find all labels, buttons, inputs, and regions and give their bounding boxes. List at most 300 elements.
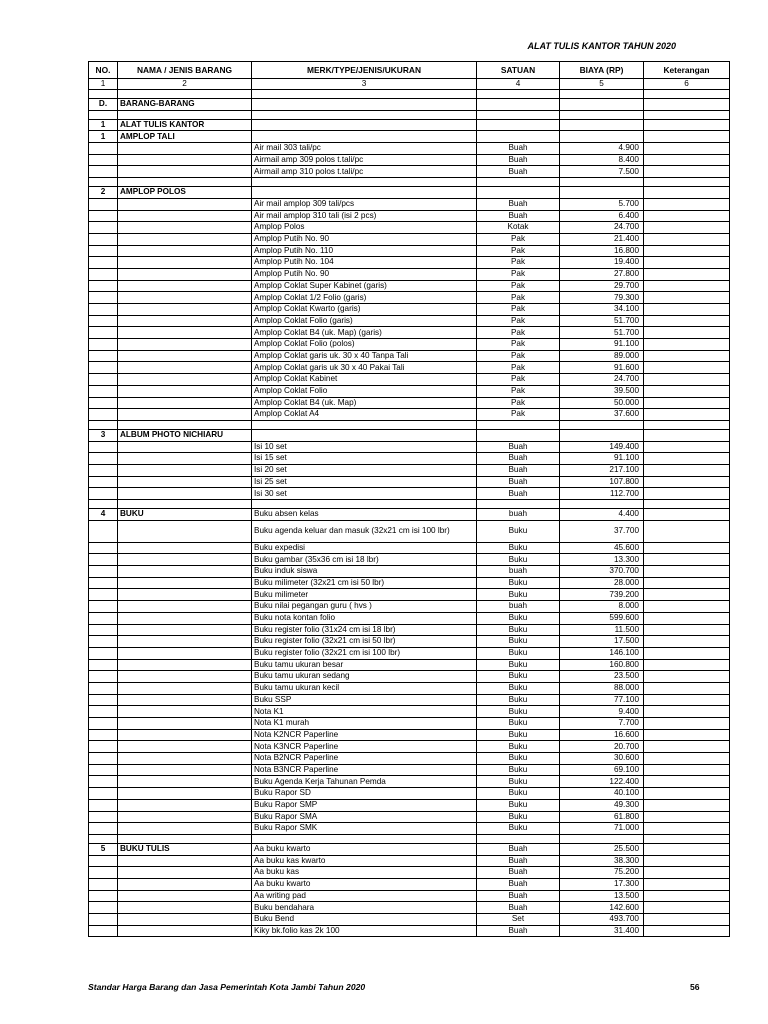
remarks-cell	[644, 577, 730, 589]
table-row	[89, 464, 730, 476]
item-category-cell	[118, 385, 252, 397]
row-number-cell	[89, 589, 118, 601]
item-category-cell	[118, 823, 252, 835]
item-description-cell	[252, 99, 477, 111]
item-description-cell	[252, 110, 477, 119]
remarks-cell	[644, 315, 730, 327]
remarks-cell	[644, 867, 730, 879]
price-cell: 11.500	[560, 624, 644, 636]
remarks-cell	[644, 441, 730, 453]
item-category-cell	[118, 811, 252, 823]
item-description-cell: Buku nilai pegangan guru ( hvs )	[252, 601, 477, 613]
remarks-cell	[644, 566, 730, 578]
remarks-cell	[644, 799, 730, 811]
table-row	[89, 566, 730, 578]
item-description-cell: Buku Rapor SD	[252, 788, 477, 800]
column-header-name: NAMA / JENIS BARANG	[118, 62, 252, 79]
price-cell: 146.100	[560, 647, 644, 659]
remarks-cell	[644, 257, 730, 269]
item-description-cell: Nota B2NCR Paperline	[252, 753, 477, 765]
price-cell: 31.400	[560, 925, 644, 937]
remarks-cell	[644, 476, 730, 488]
row-number-cell	[89, 706, 118, 718]
row-number-cell	[89, 520, 118, 542]
table-row	[89, 257, 730, 269]
table-row	[89, 823, 730, 835]
unit-cell: Pak	[477, 268, 560, 280]
row-number-cell	[89, 327, 118, 339]
remarks-cell	[644, 154, 730, 166]
price-cell	[560, 110, 644, 119]
item-category-cell	[118, 741, 252, 753]
table-row	[89, 143, 730, 155]
unit-cell: Pak	[477, 385, 560, 397]
price-cell: 370.700	[560, 566, 644, 578]
remarks-cell	[644, 624, 730, 636]
remarks-cell	[644, 99, 730, 111]
section-row	[89, 131, 730, 143]
spacer-row	[89, 500, 730, 509]
item-description-cell: Amplop Coklat Folio	[252, 385, 477, 397]
price-cell: 28.000	[560, 577, 644, 589]
remarks-cell	[644, 198, 730, 210]
row-number-cell	[89, 441, 118, 453]
item-description-cell: Amplop Putih No. 104	[252, 257, 477, 269]
section-row	[89, 119, 730, 131]
table-row	[89, 268, 730, 280]
item-category-cell	[118, 624, 252, 636]
price-cell: 739.200	[560, 589, 644, 601]
item-category-cell: AMPLOP POLOS	[118, 187, 252, 199]
unit-cell: Buah	[477, 210, 560, 222]
price-cell: 61.800	[560, 811, 644, 823]
row-number-cell	[89, 554, 118, 566]
unit-cell: Buku	[477, 636, 560, 648]
unit-cell: buah	[477, 566, 560, 578]
column-number: 1	[89, 79, 118, 90]
item-description-cell: Amplop Coklat garis uk. 30 x 40 Tanpa Tali	[252, 350, 477, 362]
item-category-cell	[118, 476, 252, 488]
spacer-row	[89, 90, 730, 99]
remarks-cell	[644, 304, 730, 316]
price-cell: 27.800	[560, 268, 644, 280]
row-number-cell	[89, 315, 118, 327]
unit-cell: Buah	[477, 488, 560, 500]
item-category-cell	[118, 647, 252, 659]
table-row	[89, 671, 730, 683]
table-row	[89, 878, 730, 890]
item-category-cell	[118, 855, 252, 867]
price-cell	[560, 99, 644, 111]
item-category-cell	[118, 374, 252, 386]
item-category-cell	[118, 659, 252, 671]
remarks-cell	[644, 694, 730, 706]
column-number: 2	[118, 79, 252, 90]
row-number-cell	[89, 268, 118, 280]
spacer-row	[89, 110, 730, 119]
unit-cell: Buah	[477, 441, 560, 453]
unit-cell: Buah	[477, 166, 560, 178]
item-category-cell: AMPLOP TALI	[118, 131, 252, 143]
table-row	[89, 488, 730, 500]
table-row	[89, 222, 730, 234]
remarks-cell	[644, 753, 730, 765]
item-category-cell	[118, 890, 252, 902]
unit-cell: Buku	[477, 811, 560, 823]
remarks-cell	[644, 890, 730, 902]
row-number-cell	[89, 647, 118, 659]
price-cell: 91.100	[560, 339, 644, 351]
item-category-cell	[118, 110, 252, 119]
table-row	[89, 577, 730, 589]
price-cell: 107.800	[560, 476, 644, 488]
remarks-cell	[644, 110, 730, 119]
unit-cell: Buku	[477, 694, 560, 706]
price-cell	[560, 834, 644, 843]
remarks-cell	[644, 843, 730, 855]
table-row	[89, 729, 730, 741]
item-category-cell	[118, 718, 252, 730]
item-category-cell	[118, 453, 252, 465]
unit-cell: Buku	[477, 799, 560, 811]
unit-cell: Buku	[477, 577, 560, 589]
unit-cell: Buku	[477, 706, 560, 718]
price-cell: 20.700	[560, 741, 644, 753]
row-number-cell: D.	[89, 99, 118, 111]
unit-cell: Buah	[477, 453, 560, 465]
item-category-cell	[118, 257, 252, 269]
item-category-cell	[118, 178, 252, 187]
row-number-cell	[89, 397, 118, 409]
table-row	[89, 520, 730, 542]
unit-cell: Buah	[477, 476, 560, 488]
table-row	[89, 694, 730, 706]
price-cell: 4.400	[560, 509, 644, 521]
remarks-cell	[644, 788, 730, 800]
price-cell	[560, 90, 644, 99]
price-cell: 142.600	[560, 902, 644, 914]
item-category-cell: BARANG-BARANG	[118, 99, 252, 111]
remarks-cell	[644, 464, 730, 476]
price-cell: 9.400	[560, 706, 644, 718]
item-description-cell: Amplop Coklat Folio (garis)	[252, 315, 477, 327]
row-number-cell	[89, 718, 118, 730]
item-description-cell	[252, 90, 477, 99]
price-cell	[560, 131, 644, 143]
section-row	[89, 509, 730, 521]
table-row	[89, 718, 730, 730]
table-row	[89, 315, 730, 327]
item-category-cell	[118, 222, 252, 234]
item-description-cell: Kiky bk.folio kas 2k 100	[252, 925, 477, 937]
item-category-cell	[118, 902, 252, 914]
row-number-cell	[89, 694, 118, 706]
item-category-cell	[118, 198, 252, 210]
section-row	[89, 99, 730, 111]
item-description-cell: Buku tamu ukuran kecil	[252, 682, 477, 694]
price-cell: 51.700	[560, 315, 644, 327]
item-category-cell	[118, 612, 252, 624]
unit-cell: Buah	[477, 143, 560, 155]
remarks-cell	[644, 339, 730, 351]
remarks-cell	[644, 420, 730, 429]
table-row	[89, 925, 730, 937]
remarks-cell	[644, 855, 730, 867]
price-cell: 21.400	[560, 233, 644, 245]
unit-cell: Pak	[477, 245, 560, 257]
row-number-cell	[89, 339, 118, 351]
item-description-cell	[252, 131, 477, 143]
table-row	[89, 855, 730, 867]
table-row	[89, 327, 730, 339]
unit-cell	[477, 90, 560, 99]
row-number-cell: 2	[89, 187, 118, 199]
unit-cell: Buah	[477, 867, 560, 879]
unit-cell: Pak	[477, 339, 560, 351]
unit-cell: Buku	[477, 729, 560, 741]
item-category-cell	[118, 350, 252, 362]
item-description-cell: Nota B3NCR Paperline	[252, 764, 477, 776]
table-row	[89, 776, 730, 788]
price-cell: 6.400	[560, 210, 644, 222]
item-category-cell	[118, 925, 252, 937]
table-row	[89, 339, 730, 351]
column-number-row	[89, 79, 730, 90]
item-description-cell: Buku register folio (31x24 cm isi 18 lbr)	[252, 624, 477, 636]
row-number-cell	[89, 222, 118, 234]
unit-cell: Kotak	[477, 222, 560, 234]
item-description-cell: Aa buku kwarto	[252, 878, 477, 890]
unit-cell: Pak	[477, 315, 560, 327]
price-table-container	[88, 61, 729, 937]
price-cell: 45.600	[560, 542, 644, 554]
row-number-cell	[89, 753, 118, 765]
row-number-cell	[89, 280, 118, 292]
price-cell: 37.700	[560, 520, 644, 542]
item-description-cell: Nota K1 murah	[252, 718, 477, 730]
item-category-cell	[118, 292, 252, 304]
unit-cell: Buah	[477, 902, 560, 914]
remarks-cell	[644, 834, 730, 843]
unit-cell: Buku	[477, 764, 560, 776]
remarks-cell	[644, 409, 730, 421]
item-description-cell	[252, 119, 477, 131]
unit-cell: Buku	[477, 542, 560, 554]
item-description-cell: Air mail 303 tali/pc	[252, 143, 477, 155]
unit-cell: Buku	[477, 741, 560, 753]
row-number-cell	[89, 464, 118, 476]
table-row	[89, 166, 730, 178]
table-row	[89, 542, 730, 554]
row-number-cell	[89, 362, 118, 374]
item-description-cell: Amplop Coklat Super Kabinet (garis)	[252, 280, 477, 292]
unit-cell: Buah	[477, 878, 560, 890]
item-category-cell	[118, 154, 252, 166]
price-cell: 16.600	[560, 729, 644, 741]
row-number-cell	[89, 304, 118, 316]
price-cell	[560, 119, 644, 131]
unit-cell: Buku	[477, 647, 560, 659]
item-description-cell	[252, 187, 477, 199]
item-category-cell	[118, 729, 252, 741]
remarks-cell	[644, 741, 730, 753]
unit-cell: Buah	[477, 855, 560, 867]
remarks-cell	[644, 327, 730, 339]
row-number-cell	[89, 855, 118, 867]
item-category-cell	[118, 776, 252, 788]
item-description-cell	[252, 429, 477, 441]
item-description-cell: Isi 25 set	[252, 476, 477, 488]
price-cell	[560, 500, 644, 509]
remarks-cell	[644, 131, 730, 143]
column-header-notes: Keterangan	[644, 62, 730, 79]
row-number-cell	[89, 245, 118, 257]
item-category-cell	[118, 542, 252, 554]
unit-cell: Buku	[477, 788, 560, 800]
item-description-cell: Buku register folio (32x21 cm isi 100 lbr)	[252, 647, 477, 659]
table-row	[89, 554, 730, 566]
unit-cell: Buku	[477, 682, 560, 694]
row-number-cell	[89, 166, 118, 178]
item-description-cell: Buku gambar (35x36 cm isi 18 lbr)	[252, 554, 477, 566]
unit-cell: Buah	[477, 890, 560, 902]
remarks-cell	[644, 166, 730, 178]
page-footer-text: Standar Harga Barang dan Jasa Pemerintah Kota Jambi Tahun 2020	[88, 982, 366, 992]
price-cell: 160.800	[560, 659, 644, 671]
price-cell: 122.400	[560, 776, 644, 788]
row-number-cell	[89, 577, 118, 589]
price-cell: 29.700	[560, 280, 644, 292]
item-category-cell	[118, 788, 252, 800]
row-number-cell: 1	[89, 119, 118, 131]
remarks-cell	[644, 397, 730, 409]
unit-cell: Buah	[477, 843, 560, 855]
section-row	[89, 429, 730, 441]
unit-cell: Pak	[477, 292, 560, 304]
remarks-cell	[644, 542, 730, 554]
row-number-cell	[89, 925, 118, 937]
item-category-cell	[118, 520, 252, 542]
item-description-cell: Air mail amplop 309 tali/pcs	[252, 198, 477, 210]
remarks-cell	[644, 187, 730, 199]
column-header-no: NO.	[89, 62, 118, 79]
item-description-cell: Nota K2NCR Paperline	[252, 729, 477, 741]
item-description-cell: Aa buku kas kwarto	[252, 855, 477, 867]
item-description-cell: Air mail amplop 310 tali (isi 2 pcs)	[252, 210, 477, 222]
row-number-cell	[89, 902, 118, 914]
remarks-cell	[644, 233, 730, 245]
remarks-cell	[644, 143, 730, 155]
column-number: 6	[644, 79, 730, 90]
table-row	[89, 397, 730, 409]
item-category-cell	[118, 245, 252, 257]
row-number-cell	[89, 453, 118, 465]
item-description-cell: Buku Rapor SMK	[252, 823, 477, 835]
price-cell: 23.500	[560, 671, 644, 683]
remarks-cell	[644, 222, 730, 234]
row-number-cell	[89, 500, 118, 509]
item-category-cell	[118, 339, 252, 351]
row-number-cell	[89, 890, 118, 902]
item-description-cell: Airmail amp 310 polos t.tali/pc	[252, 166, 477, 178]
item-description-cell: Buku tamu ukuran sedang	[252, 671, 477, 683]
price-cell: 71.000	[560, 823, 644, 835]
unit-cell	[477, 119, 560, 131]
item-category-cell	[118, 706, 252, 718]
table-row	[89, 811, 730, 823]
table-row	[89, 914, 730, 926]
item-category-cell	[118, 834, 252, 843]
table-row	[89, 647, 730, 659]
unit-cell: Buku	[477, 659, 560, 671]
item-category-cell	[118, 210, 252, 222]
item-description-cell: Amplop Coklat B4 (uk. Map)	[252, 397, 477, 409]
unit-cell: Pak	[477, 409, 560, 421]
row-number-cell	[89, 488, 118, 500]
unit-cell: Buah	[477, 198, 560, 210]
item-description-cell: Buku induk siswa	[252, 566, 477, 578]
row-number-cell	[89, 867, 118, 879]
item-category-cell	[118, 671, 252, 683]
remarks-cell	[644, 268, 730, 280]
table-row	[89, 453, 730, 465]
unit-cell: buah	[477, 509, 560, 521]
item-category-cell: BUKU TULIS	[118, 843, 252, 855]
unit-cell: Pak	[477, 397, 560, 409]
item-category-cell	[118, 799, 252, 811]
item-category-cell	[118, 914, 252, 926]
table-row	[89, 589, 730, 601]
item-category-cell	[118, 304, 252, 316]
price-cell	[560, 187, 644, 199]
item-description-cell: Amplop Coklat Kwarto (garis)	[252, 304, 477, 316]
row-number-cell	[89, 292, 118, 304]
item-category-cell	[118, 566, 252, 578]
row-number-cell	[89, 420, 118, 429]
remarks-cell	[644, 647, 730, 659]
row-number-cell	[89, 198, 118, 210]
row-number-cell	[89, 624, 118, 636]
price-cell: 49.300	[560, 799, 644, 811]
remarks-cell	[644, 612, 730, 624]
item-description-cell: Aa writing pad	[252, 890, 477, 902]
remarks-cell	[644, 636, 730, 648]
item-category-cell	[118, 878, 252, 890]
item-description-cell: Buku milimeter	[252, 589, 477, 601]
row-number-cell	[89, 374, 118, 386]
item-description-cell	[252, 834, 477, 843]
remarks-cell	[644, 488, 730, 500]
item-description-cell: Buku tamu ukuran besar	[252, 659, 477, 671]
item-category-cell	[118, 409, 252, 421]
remarks-cell	[644, 706, 730, 718]
row-number-cell	[89, 601, 118, 613]
unit-cell: Buah	[477, 464, 560, 476]
remarks-cell	[644, 90, 730, 99]
table-row	[89, 624, 730, 636]
table-row	[89, 154, 730, 166]
item-description-cell: Nota K1	[252, 706, 477, 718]
item-category-cell	[118, 500, 252, 509]
price-cell: 50.000	[560, 397, 644, 409]
item-category-cell	[118, 753, 252, 765]
item-description-cell: Amplop Coklat Kabinet	[252, 374, 477, 386]
row-number-cell	[89, 682, 118, 694]
remarks-cell	[644, 764, 730, 776]
unit-cell	[477, 178, 560, 187]
page-number: 56	[690, 982, 700, 992]
table-row	[89, 350, 730, 362]
